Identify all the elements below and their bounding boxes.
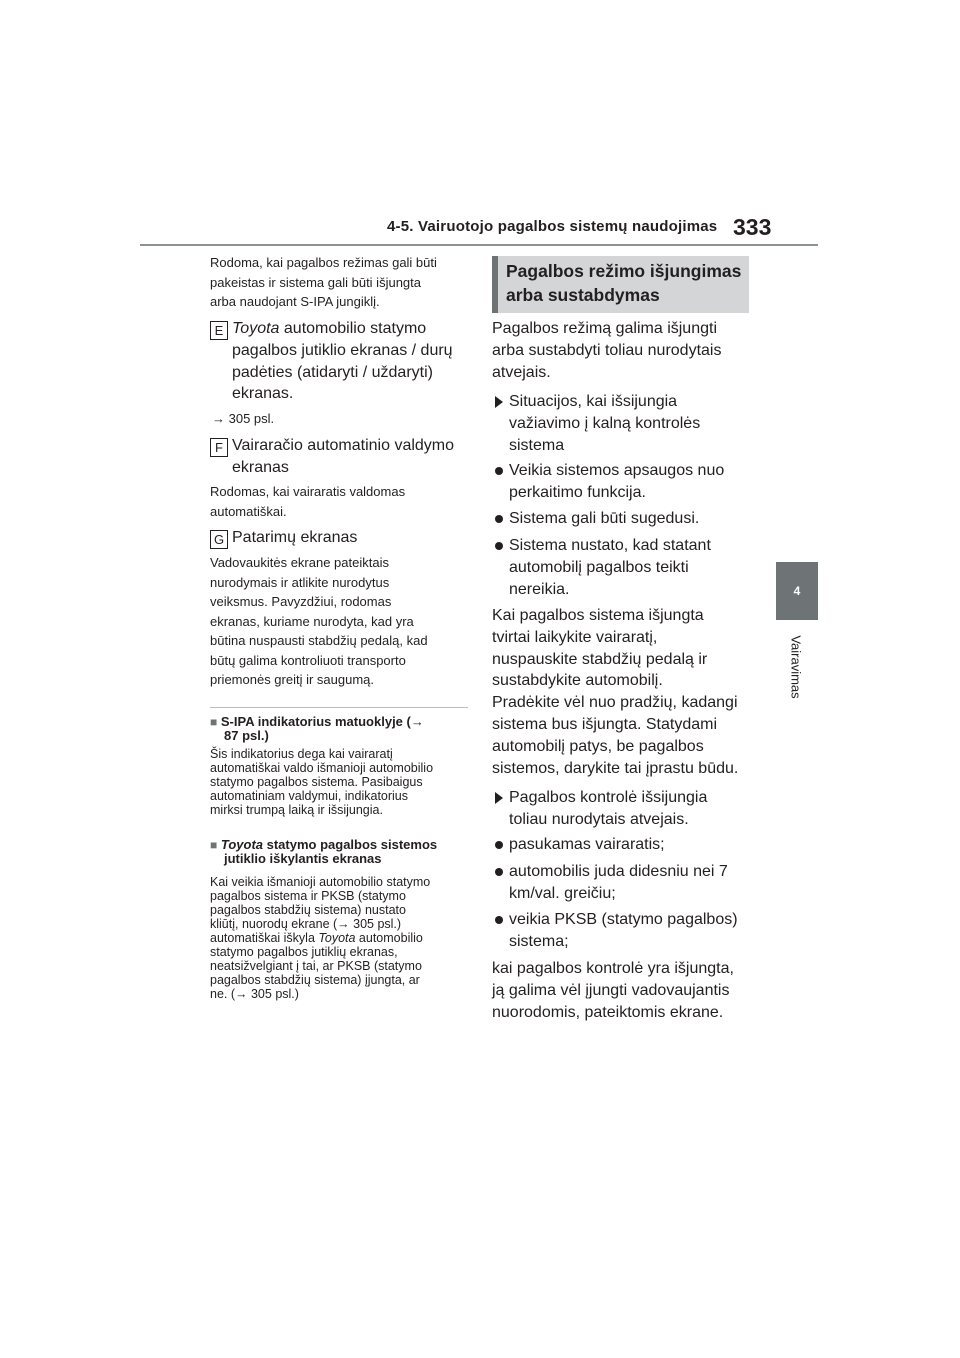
bullet-dot-icon <box>495 467 503 475</box>
chapter-title: 4-5. Vairuotojo pagalbos sistemų naudojimas <box>387 218 718 235</box>
item-letter-g: G <box>210 530 228 549</box>
bullet-dot-icon <box>495 868 503 876</box>
closing-paragraph: kai pagalbos kontrolė yra išjungta, ją galima vėl įjungti vadovaujantis nuorodomis, pateiktomis ekrane. <box>492 960 734 1021</box>
bullet-dot-icon <box>495 515 503 523</box>
arrow-item-assist-off: Pagalbos kontrolė išsijungia toliau nurodytais atvejais. <box>509 789 708 828</box>
square-bullet-icon: ■ <box>210 715 218 729</box>
notes-divider <box>210 707 468 708</box>
page-number: 333 <box>733 214 772 240</box>
arrow-item-hill-control: Situacijos, kai išsijungia važiavimo į kalną kontrolės sistema <box>509 393 701 454</box>
bullet-dot-icon <box>495 841 503 849</box>
item-letter-f: F <box>210 438 228 457</box>
item-f-description: Rodomas, kai vairaratis valdomas automatiškai. <box>210 484 406 519</box>
triangle-arrow-icon <box>495 396 503 408</box>
note-s-ipa-heading: ■ S-IPA indikatorius matuoklyje (→ 87 psl.) <box>210 714 424 743</box>
note-popup-heading: ■ Toyota statymo pagalbos sistemos jutiklio iškylantis ekranas <box>210 837 438 866</box>
item-g-description: Vadovaukitės ekrane pateiktais nurodymais ir atlikite nurodytus veiksmus. Pavyzdžiui, rodomas ekranas, kuriame nurodyta, kad yra būtina nuspausti stabdžių pedalą, kad būtų galima kontroliuoti transporto priemonės greitį ir saugumą. <box>210 555 428 687</box>
square-bullet-icon: ■ <box>210 838 218 852</box>
section-heading-box <box>492 256 749 313</box>
item-g-title: Patarimų ekranas <box>232 529 358 546</box>
chapter-tab-label: Vairavimas <box>788 635 804 699</box>
intro-text: Rodoma, kai pagalbos režimas gali būti pakeistas ir sistema gali būti išjungta arba naudojant S-IPA jungiklį. <box>210 255 437 309</box>
bullet-dot-icon <box>495 542 503 550</box>
triangle-arrow-icon <box>495 792 503 804</box>
section-title: Pagalbos režimo išjungimas arba sustabdymas <box>506 261 742 305</box>
item-letter-e: E <box>210 321 228 340</box>
safety-paragraph: Kai pagalbos sistema išjungta tvirtai laikykite vairaratį, nuspauskite stabdžių pedalą ir sustabdykite automobilį. Pradėkite vėl nuo pradžių, kadangi sistema bus išjungta. Statydami automobilį patys, be pagalbos sistemos, darykite tai įprastu būdu. <box>492 607 739 777</box>
bullet-item: pasukamas vairaratis; <box>509 836 665 853</box>
chapter-tab: 4 <box>776 562 818 620</box>
bullet-item: automobilis juda didesniu nei 7 km/val. greičiu; <box>509 863 728 902</box>
note-s-ipa-body: Šis indikatorius dega kai vairaratį automatiškai valdo išmanioji automobilio statymo pagalbos sistema. Pasibaigus automatiniam valdymui, indikatorius mirksi trumpą laiką ir išsijungia. <box>210 747 434 817</box>
note-popup-body: Kai veikia išmanioji automobilio statymo pagalbos sistema ir PKSB (statymo pagalbos stabdžių sistema) nustato kliūtį, nuorodų ekrane (→ 305 psl.) automatiškai iškyla Toyota automobilio statymo pagalbos jutiklių ekranas, neatsižvelgiant į tai, ar PKSB (statymo pagalbos stabdžių sistema) įjungta, ar ne. (→ 305 psl.) <box>210 875 431 1001</box>
bullet-item: Veikia sistemos apsaugos nuo perkaitimo funkcija. <box>509 462 725 501</box>
item-e-page-ref: → 305 psl. <box>212 411 275 426</box>
header-rule <box>140 244 818 246</box>
bullet-dot-icon <box>495 916 503 924</box>
item-f-title: Vairaračio automatinio valdymo ekranas <box>232 437 455 476</box>
bullet-item: veikia PKSB (statymo pagalbos) sistema; <box>509 911 738 950</box>
bullet-item: Sistema gali būti sugedusi. <box>509 510 700 527</box>
item-e-title: Toyota automobilio statymo pagalbos jutiklio ekranas / durų padėties (atidaryti / uždaryti) ekranas. <box>232 320 453 403</box>
section-intro: Pagalbos režimą galima išjungti arba sustabdyti toliau nurodytais atvejais. <box>492 320 722 381</box>
bullet-item: Sistema nustato, kad statant automobilį pagalbos teikti nereikia. <box>509 537 711 598</box>
